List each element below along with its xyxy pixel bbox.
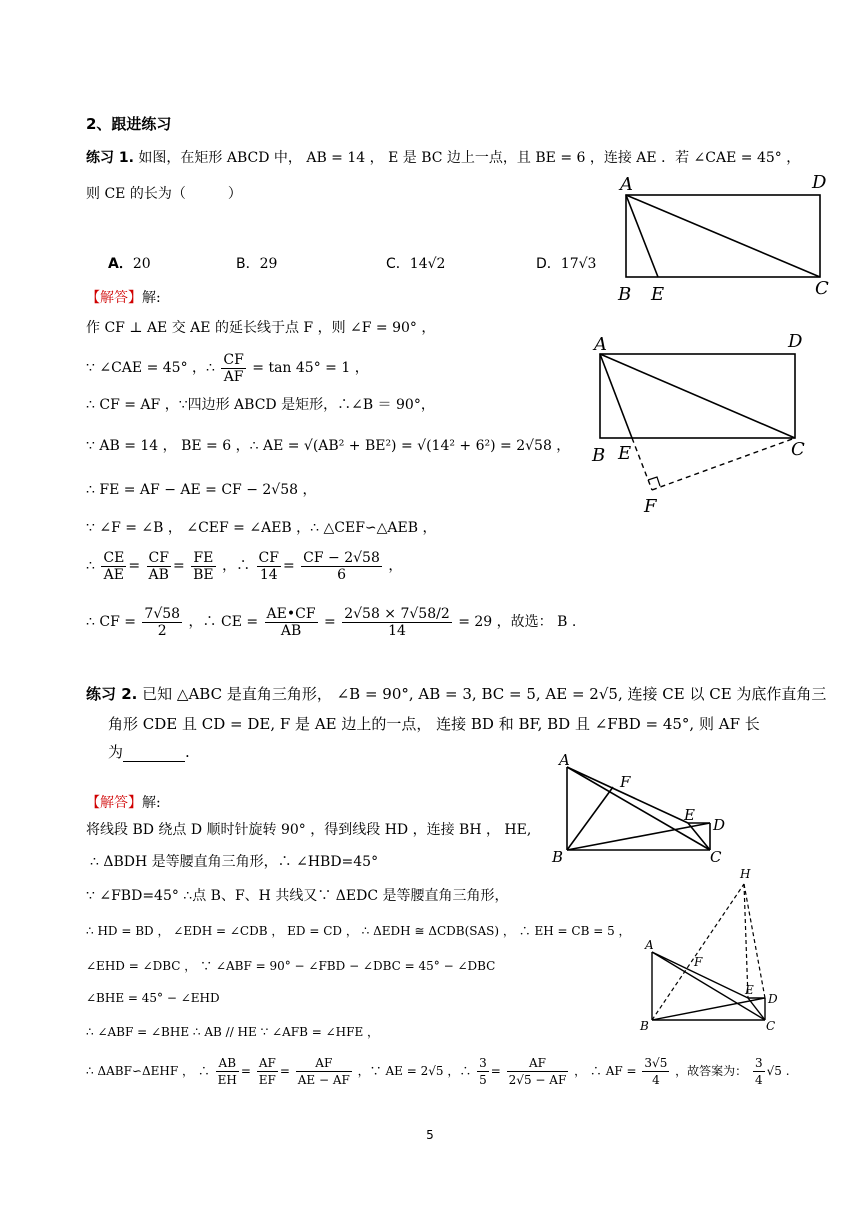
option-b: B．29 bbox=[236, 256, 278, 272]
ex1-step7: ∴ $\frac{CE}{AE}$ = $\frac{CF}{AB}$ = $\frac{FE}{BE}$ ，∴ $\frac{CF}{14}$ = $\frac{CF - 2√58}{6}$ ， bbox=[86, 549, 403, 583]
label-d: D bbox=[768, 992, 778, 1006]
label-e: E bbox=[651, 284, 665, 305]
fraction: $\frac{AF}{EF}$ bbox=[258, 1056, 276, 1087]
ex1-step3: ∴ CF = AF ，∵四边形 ABCD 是矩形，∴∠B ＝ 90°， bbox=[86, 397, 435, 413]
fraction: $\frac{CF}{14}$ bbox=[258, 549, 279, 583]
fraction: $\frac{3}{4}$ bbox=[755, 1056, 763, 1087]
label-b: B bbox=[592, 445, 606, 466]
label-f: F bbox=[694, 955, 703, 969]
ex1-step6: ∵ ∠F = ∠B ， ∠CEF = ∠AEB ，∴ △CEF∽△AEB ， bbox=[86, 520, 437, 536]
fraction: $\frac{CE}{AE}$ bbox=[103, 549, 125, 583]
label-b: B bbox=[640, 1019, 649, 1033]
fraction: $\frac{2√58 \times 7√58/2}{14}$ bbox=[344, 605, 450, 639]
ex1-step5: ∴ FE = AF − AE = CF − 2√58 ， bbox=[86, 482, 317, 498]
label-d: D bbox=[812, 172, 827, 193]
ex1-step2: ∵ ∠CAE = 45° ，∴ $\frac{CF}{AF}$ = tan 45° = 1 ， bbox=[86, 351, 369, 385]
fraction: $\frac{CF - 2√58}{6}$ bbox=[303, 549, 380, 583]
ex2-step1: 将线段 BD 绕点 D 顺时针旋转 90° ，得到线段 HD ，连接 BH ， HE, bbox=[86, 822, 532, 838]
ex2-step2: ∴ ΔBDH 是等腰直角三角形，∴ ∠HBD=45° bbox=[90, 854, 379, 870]
fraction: $\frac{CF}{AF}$ bbox=[223, 351, 244, 385]
exercise1-stem1-text: 如图，在矩形 ABCD 中， AB = 14 ， E 是 BC 边上一点，且 BE = 6 ，连接 AE ．若 ∠CAE = 45° ， bbox=[138, 150, 801, 166]
label-f: F bbox=[620, 773, 631, 791]
exercise1-stem-line2: 则 CE 的长为（ ） bbox=[86, 186, 242, 202]
fraction: $\frac{AF}{2√5 - AF}$ bbox=[508, 1056, 567, 1087]
option-c: C．14√2 bbox=[386, 256, 446, 272]
ex1-step8: ∴ CF = $\frac{7√58}{2}$ ，∴ CE = $\frac{AE•CF}{AB}$ = $\frac{2√58 \times 7√58/2}{14}$ = 29 ，故选： B . bbox=[86, 605, 577, 639]
label-a: A bbox=[645, 938, 654, 952]
ex2-step3: ∵ ∠FBD=45° ∴点 B、F、H 共线又∵ ΔEDC 是等腰直角三角形， bbox=[86, 888, 509, 904]
ex1-step1: 作 CF ⊥ AE 交 AE 的延长线于点 F ，则 ∠F = 90° ， bbox=[86, 320, 436, 336]
page-number: 5 bbox=[426, 1128, 434, 1142]
fraction: $\frac{AE•CF}{AB}$ bbox=[266, 605, 316, 639]
fraction: $\frac{7√58}{2}$ bbox=[144, 605, 181, 639]
ex2-step4: ∴ HD = BD ， ∠EDH = ∠CDB ， ED = CD ， ∴ ΔEDH ≅ ΔCDB(SAS) ， ∴ EH = CB = 5 ， bbox=[86, 924, 631, 938]
label-e: E bbox=[618, 443, 632, 464]
fraction: $\frac{3}{5}$ bbox=[479, 1056, 487, 1087]
label-d: D bbox=[713, 816, 726, 834]
option-d: D．17√3 bbox=[536, 256, 597, 272]
label-c: C bbox=[766, 1019, 776, 1033]
label-e: E bbox=[684, 806, 695, 824]
label-b: B bbox=[618, 284, 632, 305]
option-a: A．20 bbox=[108, 256, 151, 272]
fraction: $\frac{FE}{BE}$ bbox=[193, 549, 214, 583]
ex2-step5: ∠EHD = ∠DBC ， ∵ ∠ABF = 90° − ∠FBD − ∠DBC = 45° − ∠DBC bbox=[86, 959, 496, 973]
label-a: A bbox=[594, 334, 607, 355]
fraction: $\frac{CF}{AB}$ bbox=[148, 549, 169, 583]
label-d: D bbox=[788, 331, 803, 352]
label-h: H bbox=[740, 867, 751, 881]
exercise2-stem1-text: 已知 △ABC 是直角三角形， ∠B = 90°, AB = 3, BC = 5, AE = 2√5, 连接 CE 以 CE 为底作直角三 bbox=[142, 685, 827, 703]
fraction: $\frac{AB}{EH}$ bbox=[217, 1056, 237, 1087]
fraction: $\frac{AF}{AE - AF}$ bbox=[297, 1056, 350, 1087]
label-c: C bbox=[791, 439, 805, 460]
label-e: E bbox=[745, 983, 754, 997]
ex2-step8: ∴ ΔABF∽ΔEHF ， ∴ $\frac{AB}{EH}$ = $\frac{AF}{EF}$ = $\frac{AF}{AE - AF}$ ，∵ AE = 2√5 ，∴ $\frac{3}{5}$ = $\frac{AF}{2√5 - AF}$ ， ∴ AF = $\frac{3√5}{4}$ ，故答案为： $\frac{3}{4}$ √5 . bbox=[86, 1056, 790, 1087]
label-a: A bbox=[559, 751, 570, 769]
label-c: C bbox=[710, 848, 722, 866]
exercise1-label: 练习 1. bbox=[86, 150, 134, 166]
label-f: F bbox=[644, 496, 657, 517]
segment-hd-dashed bbox=[744, 884, 765, 998]
exercise2-stem-line2: 角形 CDE 且 CD = DE, F 是 AE 边上的一点， 连接 BD 和 BF, BD 且 ∠FBD = 45°, 则 AF 长 bbox=[108, 715, 760, 733]
section-title: 2、跟进练习 bbox=[86, 115, 172, 133]
exercise2-stem-line3: 为 . bbox=[108, 743, 190, 761]
fraction: $\frac{3√5}{4}$ bbox=[644, 1056, 668, 1087]
label-a: A bbox=[620, 174, 633, 195]
exercise1-answer-header: 【解答】解: bbox=[86, 290, 161, 306]
ex2-step7: ∴ ∠ABF = ∠BHE ∴ AB // HE ∵ ∠AFB = ∠HFE ， bbox=[86, 1025, 380, 1039]
ex2-step6: ∠BHE = 45° − ∠EHD bbox=[86, 991, 220, 1005]
exercise2-label: 练习 2. bbox=[86, 685, 138, 703]
label-b: B bbox=[552, 848, 564, 866]
exercise2-answer-header: 【解答】解: bbox=[86, 795, 161, 811]
ex1-step4: ∵ AB = 14 ， BE = 6 ，∴ AE = √(AB² + BE²) = √(14² + 6²) = 2√58 ， bbox=[86, 438, 571, 454]
label-c: C bbox=[815, 278, 829, 299]
